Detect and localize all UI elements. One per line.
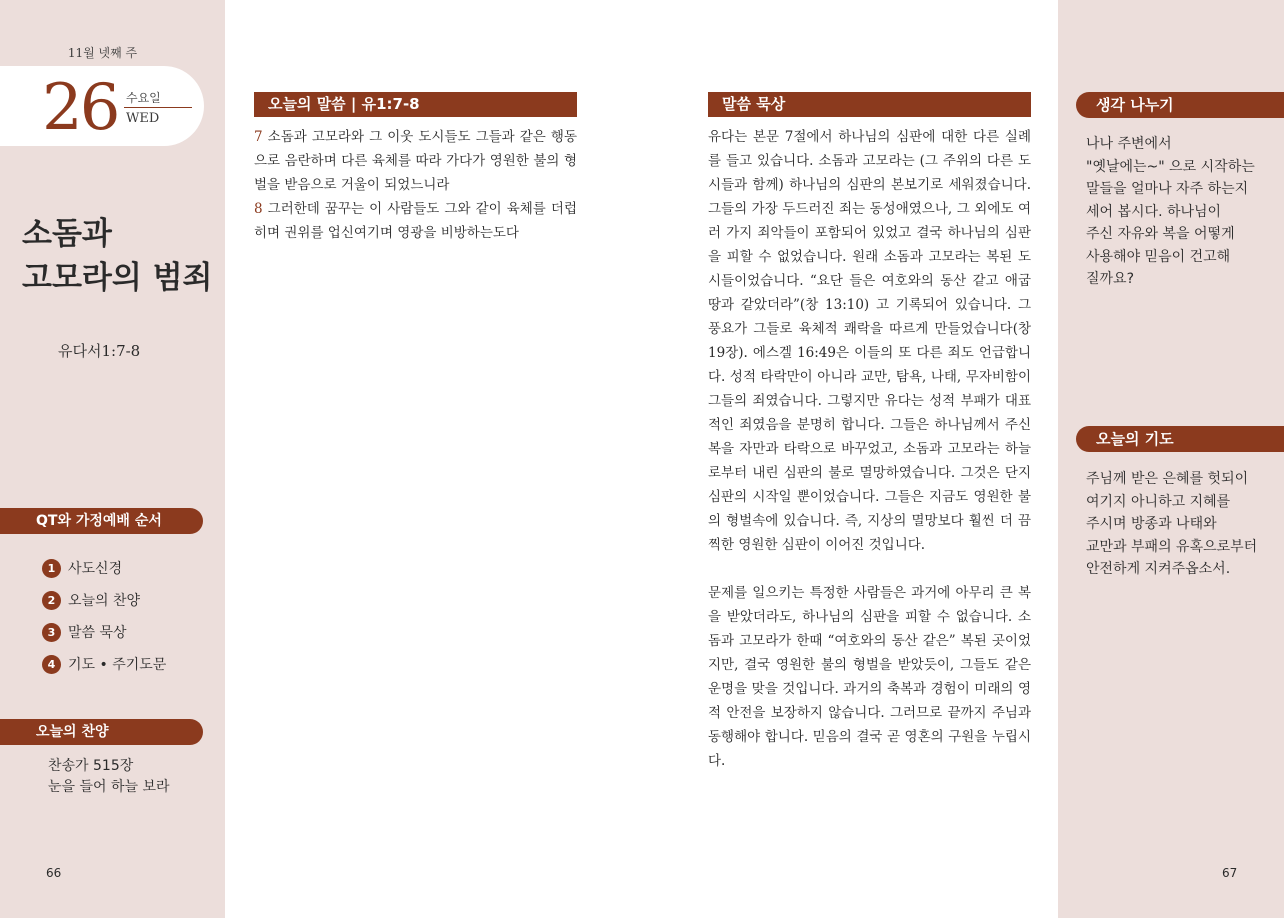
- order-item: [42, 552, 166, 584]
- order-item-label: 기도 • 주기도문: [68, 657, 167, 673]
- meditation-paragraph: 유다는 본문 7절에서 하나님의 심판에 대한 다른 실례를 들고 있습니다. 소돔과 고모라는 (그 주위의 다른 도시들과 함께) 하나님의 심판의 본보기로 세워졌습니다. 그들의 가장 두드러진 죄는 동성애였으나, 그 외에도 여러 가지 죄악들이 포함되어 있었고 결국 하나님의 심판을 피할 수 없었습니다. 원래 소돔과 고모라는 복된 도시들이었습니다. “요단 들은 여호와의 동산 같고 애굽 땅과 같았더라”(창 13:10) 고 기록되어 있습니다. 그 풍요가 그들로 육체적 쾌락을 따르게 만들었습니다(창19장). 에스겔 16:49은 이들의 또 다른 죄도 언급합니다. 성적 타락만이 아니라 교만, 탐욕, 나태, 무자비함이 그들의 죄였습니다. 그렇지만 유다는 성적 부패가 대표적인 죄였음을 분명히 합니다. 그들은 하나님께서 주신 복을 자만과 타락으로 바꾸었고, 소돔과 고모라는 하늘로부터 내린 심판의 불로 멸망하였습니다. 그것은 단지 심판의 시작일 뿐이었습니다. 그들은 지금도 영원한 불의 형벌속에 있습니다. 즉, 지상의 멸망보다 훨씬 더 끔찍한 영원한 심판이 이어진 것입니다.: [708, 129, 1031, 553]
- week-label: 11월 넷째 주: [67, 46, 138, 60]
- title-line-2: 고모라의 범죄: [22, 260, 213, 296]
- verse-number: 7: [254, 129, 263, 145]
- share-thoughts-header: 생각 나누기: [1076, 92, 1284, 118]
- share-line: 세어 봅시다. 하나님이: [1086, 203, 1222, 220]
- hymn-number: 찬송가 515장: [48, 758, 134, 774]
- order-item-label: 오늘의 찬양: [68, 593, 141, 609]
- page-title: [22, 212, 212, 300]
- prayer-header: 오늘의 기도: [1076, 426, 1284, 452]
- prayer-line: 안전하게 지켜주옵소서.: [1086, 561, 1231, 577]
- prayer-line: 교만과 부패의 유혹으로부터: [1086, 538, 1258, 555]
- meditation-header: 말씀 묵상: [708, 92, 1031, 117]
- weekday-korean: 수요일: [126, 91, 161, 105]
- order-list: [42, 552, 166, 680]
- share-line: 주신 자유와 복을 어떻게: [1086, 226, 1235, 242]
- order-item: [42, 648, 166, 680]
- weekday-divider: [124, 107, 192, 108]
- verses-text: [254, 125, 577, 245]
- meditation-paragraph: 문제를 일으키는 특정한 사람들은 과거에 아무리 큰 복을 받았더라도, 하나님의 심판을 피할 수 없습니다. 소돔과 고모라가 한때 “여호와의 동산 같은” 복된 곳이었지만, 결국 영원한 불의 형벌을 받았듯이, 그들도 같은 운명을 맞을 것입니다. 과거의 축복과 경험이 미래의 영적 안전을 보장하지 않습니다. 그러므로 끝까지 주님과 동행해야 합니다. 믿음의 결국 곧 영혼의 구원을 누립시다.: [708, 585, 1031, 769]
- share-line: "옛날에는~" 으로 시작하는: [1086, 158, 1255, 175]
- verse-text: 소돔과 고모라와 그 이웃 도시들도 그들과 같은 행동으로 음란하며 다른 육체를 따라 가다가 영원한 불의 형벌을 받음으로 거울이 되었느니라: [254, 129, 577, 193]
- number-4-icon: 4: [42, 655, 61, 674]
- page-number-left: 66: [46, 866, 62, 880]
- weekday-english: WED: [126, 111, 160, 126]
- scripture-reference: 유다서1:7-8: [58, 342, 141, 360]
- share-line: 나나 주변에서: [1086, 136, 1172, 152]
- share-line: 질까요?: [1086, 271, 1135, 287]
- number-2-icon: 2: [42, 591, 61, 610]
- verse-number: 8: [254, 201, 263, 217]
- number-1-icon: 1: [42, 559, 61, 578]
- hymn-info: [48, 756, 170, 798]
- share-thoughts-text: [1086, 133, 1266, 291]
- order-item-label: 말씀 묵상: [68, 625, 127, 641]
- verse-text: 그러한데 꿈꾸는 이 사람들도 그와 같이 육체를 더럽히며 권위를 업신여기며 영광을 비방하는도다: [254, 201, 577, 241]
- order-item: [42, 584, 166, 616]
- title-line-1: 소돔과: [22, 216, 112, 252]
- prayer-line: 주님께 받은 은혜를 헛되이: [1086, 471, 1249, 487]
- todays-word-header: 오늘의 말씀 | 유1:7-8: [254, 92, 577, 117]
- number-3-icon: 3: [42, 623, 61, 642]
- order-header: QT와 가정예배 순서: [0, 508, 203, 534]
- share-line: 사용해야 믿음이 건고해: [1086, 248, 1231, 265]
- prayer-line: 여기지 아니하고 지혜를: [1086, 493, 1231, 510]
- prayer-line: 주시며 방종과 나태와: [1086, 516, 1217, 532]
- page-number-right: 67: [1222, 866, 1238, 880]
- share-line: 말들을 얼마나 자주 하는지: [1086, 181, 1249, 197]
- hymn-title: 눈을 들어 하늘 보라: [48, 779, 170, 795]
- order-item: [42, 616, 166, 648]
- meditation-text: [708, 125, 1031, 797]
- day-number: 26: [42, 71, 118, 145]
- order-item-label: 사도신경: [68, 561, 123, 577]
- prayer-text: [1086, 468, 1266, 581]
- hymn-header: 오늘의 찬양: [0, 719, 203, 745]
